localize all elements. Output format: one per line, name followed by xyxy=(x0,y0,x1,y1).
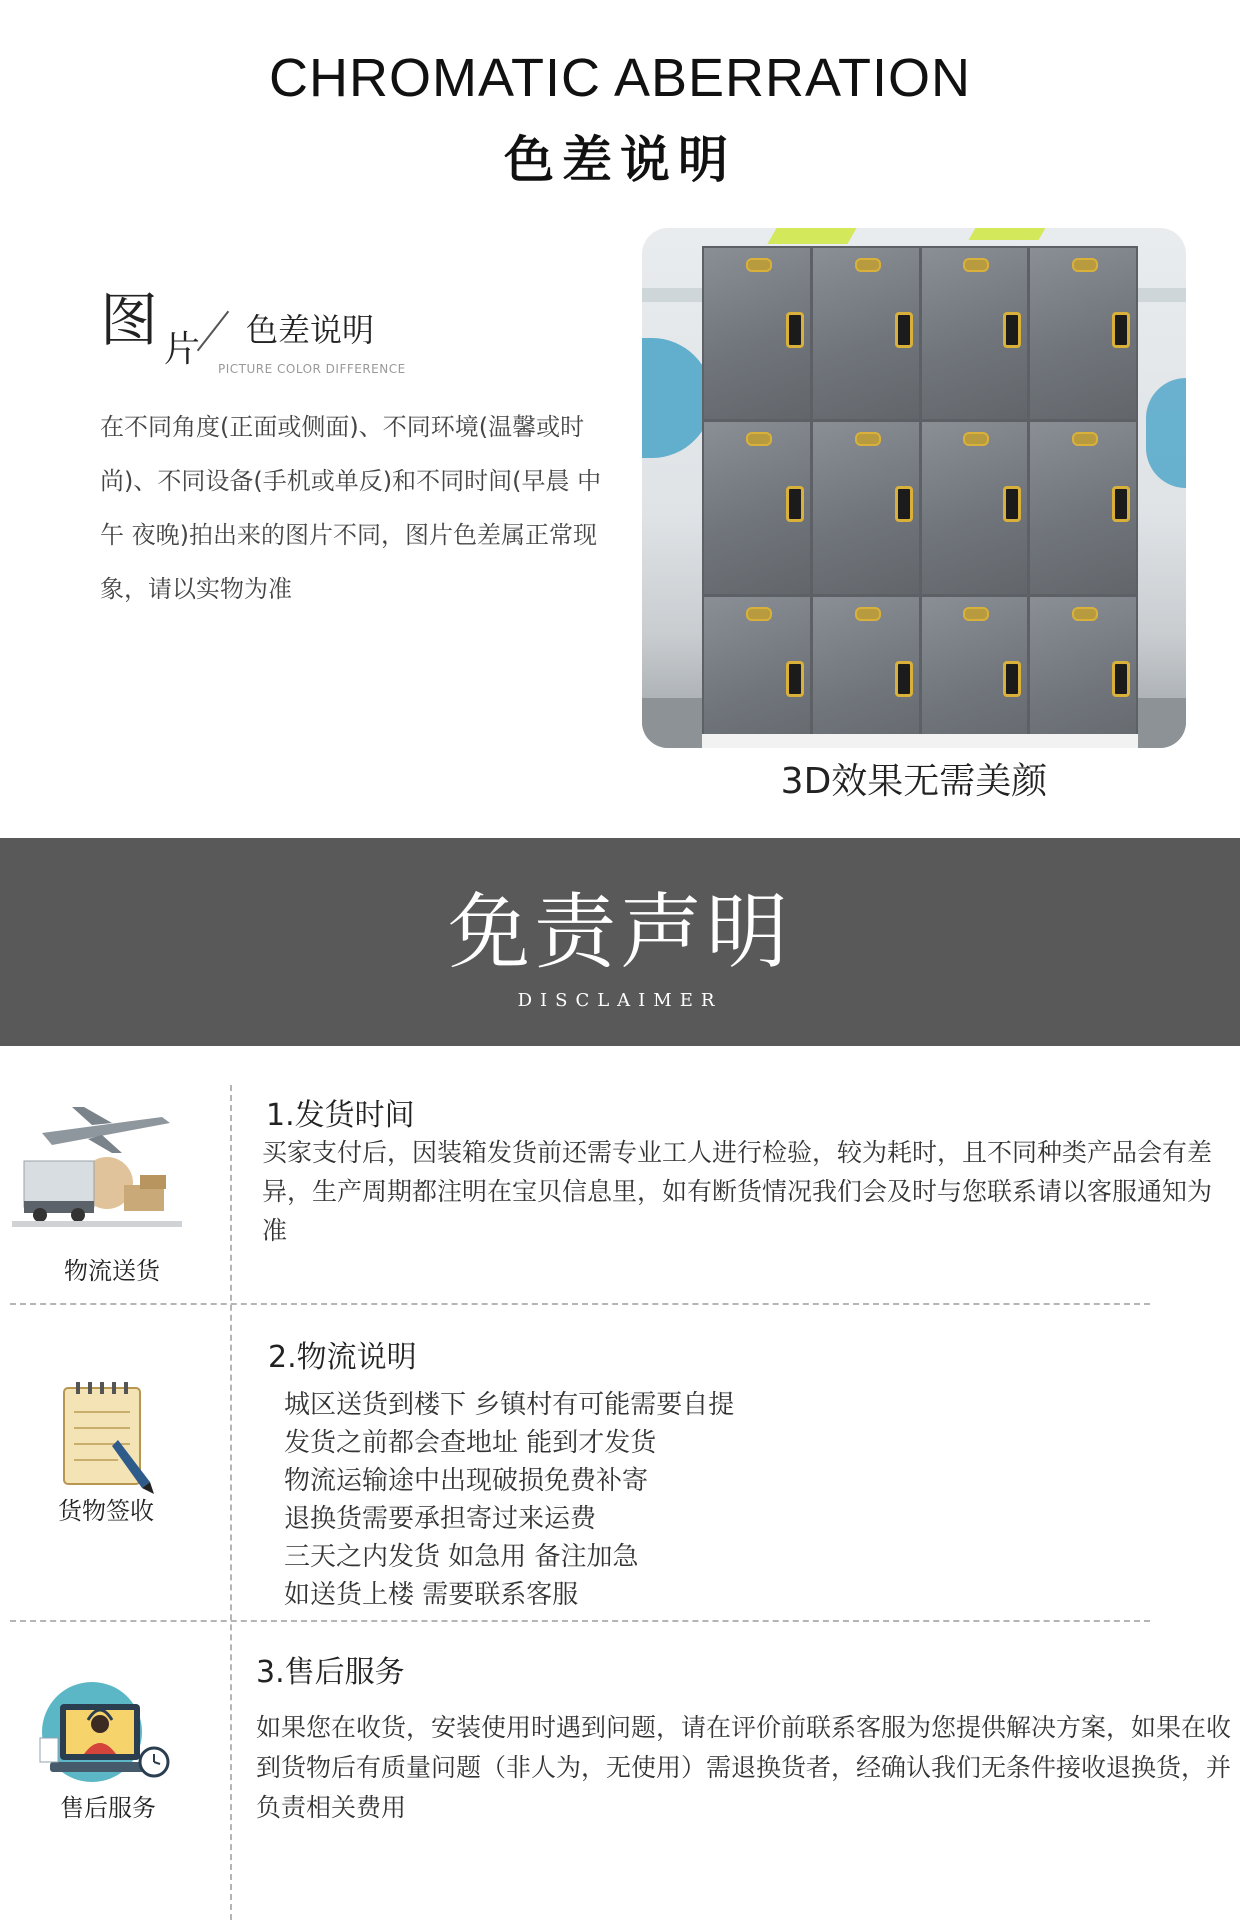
lock-icon xyxy=(786,486,804,522)
vertical-divider xyxy=(230,1085,232,1920)
lock-icon xyxy=(1112,661,1130,697)
subheader-char-big: 图 xyxy=(100,286,159,354)
locker-door xyxy=(922,248,1028,419)
logistics-icon xyxy=(12,1105,182,1235)
locker-cabinet xyxy=(702,246,1138,748)
number-plate-icon xyxy=(963,258,989,272)
logistics-label: 物流送货 xyxy=(64,1257,160,1285)
page-title-cn: 色差说明 xyxy=(504,131,736,189)
locker-door xyxy=(813,422,919,593)
number-plate-icon xyxy=(855,258,881,272)
lock-icon xyxy=(1112,486,1130,522)
locker-door xyxy=(704,422,810,593)
number-plate-icon xyxy=(855,432,881,446)
color-difference-description: 在不同角度(正面或侧面)、不同环境(温馨或时尚)、不同设备(手机或单反)和不同时间(早晨 中午 夜晚)拍出来的图片不同，图片色差属正常现象，请以实物为准 xyxy=(100,413,602,603)
subheader-title-en: PICTURE COLOR DIFFERENCE xyxy=(218,362,406,376)
list-item: 如送货上楼 需要联系客服 xyxy=(284,1580,579,1610)
locker-door xyxy=(922,597,1028,748)
list-item: 发货之前都会查地址 能到才发货 xyxy=(284,1428,657,1458)
locker-door xyxy=(704,248,810,419)
logistics-notes-list xyxy=(284,1386,734,1614)
lock-icon xyxy=(1003,486,1021,522)
page-title-en: CHROMATIC ABERRATION xyxy=(268,48,972,108)
number-plate-icon xyxy=(746,432,772,446)
row-divider xyxy=(10,1620,1150,1622)
number-plate-icon xyxy=(963,432,989,446)
locker-product-photo xyxy=(642,228,1186,748)
photo-caption: 3D效果无需美颜 xyxy=(780,761,1048,802)
locker-door xyxy=(704,597,810,748)
disclaimer-title: 免责声明 xyxy=(447,885,792,980)
wall-logo-right xyxy=(1146,378,1186,488)
lock-icon xyxy=(895,661,913,697)
lock-icon xyxy=(786,312,804,348)
number-plate-icon xyxy=(746,258,772,272)
after-sales-label: 售后服务 xyxy=(60,1794,156,1822)
locker-base xyxy=(702,734,1138,748)
lock-icon xyxy=(1112,312,1130,348)
locker-door xyxy=(922,422,1028,593)
lock-icon xyxy=(1003,661,1021,697)
number-plate-icon xyxy=(855,607,881,621)
number-plate-icon xyxy=(963,607,989,621)
shipping-time-title: 1.发货时间 xyxy=(266,1098,415,1133)
number-plate-icon xyxy=(1072,258,1098,272)
logistics-notes-title: 2.物流说明 xyxy=(268,1340,417,1375)
shipping-time-text: 买家支付后，因装箱发货前还需专业工人进行检验，较为耗时，且不同种类产品会有差异，生产周期都注明在宝贝信息里，如有断货情况我们会及时与您联系请以客服通知为准 xyxy=(262,1138,1213,1245)
row-divider xyxy=(10,1303,1150,1305)
number-plate-icon xyxy=(1072,607,1098,621)
list-item: 城区送货到楼下 乡镇村有可能需要自提 xyxy=(284,1390,735,1420)
locker-door xyxy=(813,248,919,419)
receiving-label: 货物签收 xyxy=(58,1497,154,1525)
subheader-slash-divider xyxy=(197,311,229,352)
disclaimer-subtitle: DISCLAIMER xyxy=(517,990,723,1011)
subheader-title: 色差说明 xyxy=(246,311,375,349)
notepad-pen-icon xyxy=(58,1378,158,1498)
list-item: 退换货需要承担寄过来运费 xyxy=(284,1504,597,1534)
list-item: 三天之内发货 如急用 备注加急 xyxy=(284,1542,639,1572)
number-plate-icon xyxy=(746,607,772,621)
list-item: 物流运输途中出现破损免费补寄 xyxy=(284,1466,649,1496)
lock-icon xyxy=(1003,312,1021,348)
locker-door xyxy=(813,597,919,748)
after-sales-text: 如果您在收货，安装使用时遇到问题，请在评价前联系客服为您提供解决方案，如果在收到货物后有质量问题（非人为，无使用）需退换货者，经确认我们无条件接收退换货，并负责相关费用 xyxy=(256,1713,1232,1822)
lock-icon xyxy=(895,312,913,348)
ceiling-accent xyxy=(969,228,1046,240)
customer-service-icon xyxy=(36,1670,176,1790)
locker-door xyxy=(1030,422,1136,593)
after-sales-title: 3.售后服务 xyxy=(256,1655,405,1690)
locker-door xyxy=(1030,597,1136,748)
lock-icon xyxy=(895,486,913,522)
ceiling-accent xyxy=(767,228,856,244)
number-plate-icon xyxy=(1072,432,1098,446)
subheader-char-small: 片 xyxy=(164,329,201,370)
locker-door xyxy=(1030,248,1136,419)
lock-icon xyxy=(786,661,804,697)
